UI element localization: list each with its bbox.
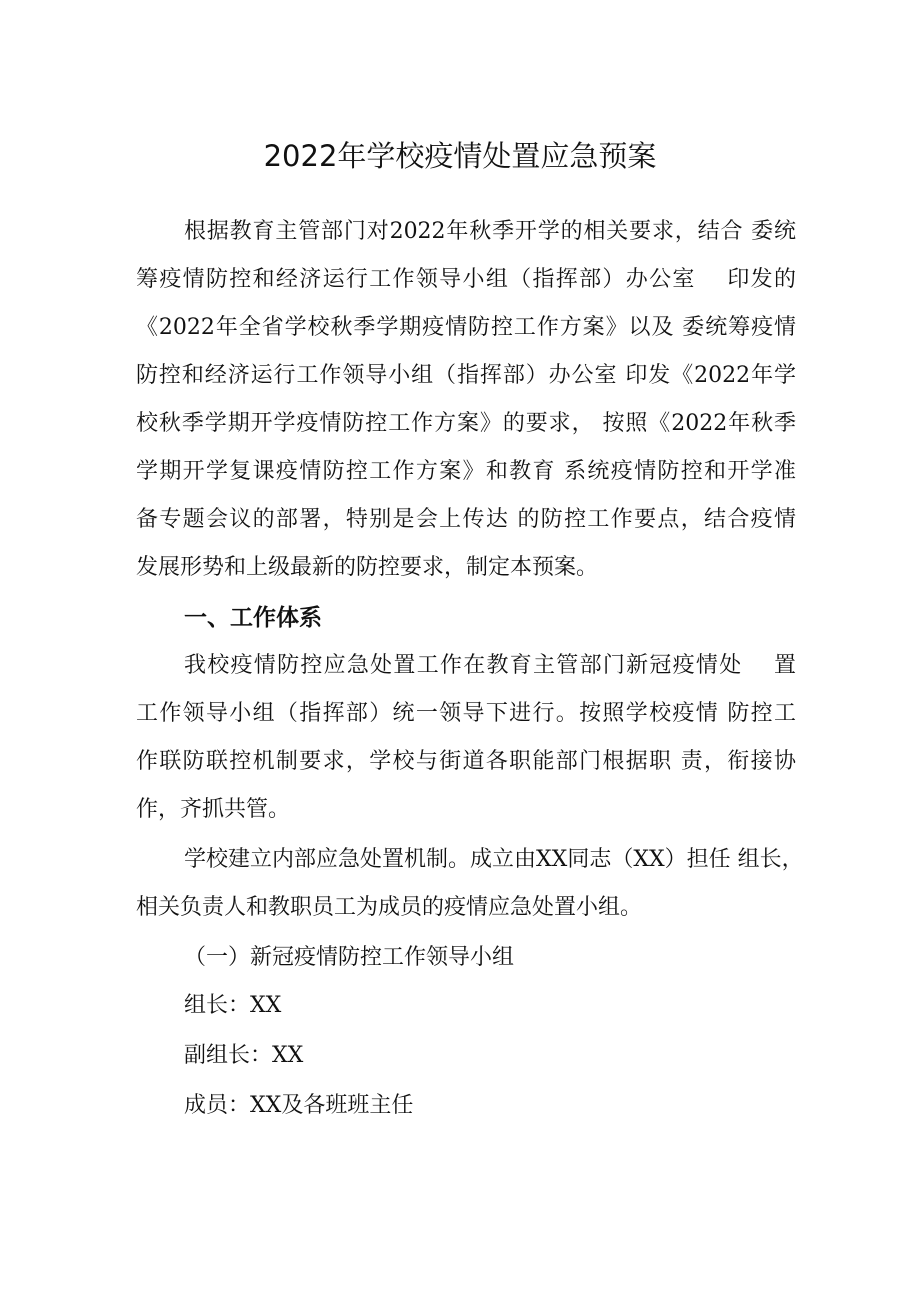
intro-line-2: 筹疫情防控和经济运行工作领导小组（指挥部）办公室 印发的: [136, 267, 796, 292]
document-title: 2022年学校疫情处置应急预案: [263, 139, 657, 173]
group-leader: 组长：XX: [184, 993, 282, 1018]
intro-line-3: 《2022年全省学校秋季学期疫情防控工作方案》以及 委统筹疫情: [136, 315, 796, 340]
section1-p2-line-1: 学校建立内部应急处置机制。成立由XX同志（XX）担任 组长，: [184, 847, 804, 872]
intro-line-4: 防控和经济运行工作领导小组（指挥部）办公室 印发《2022年学: [136, 363, 796, 388]
section1-p1-line-3: 作联防联控机制要求，学校与街道各职能部门根据职 责，衔接协: [136, 749, 796, 774]
section-heading-work-system: 一、工作体系: [184, 605, 322, 631]
intro-line-6: 学期开学复课疫情防控工作方案》和教育 系统疫情防控和开学准: [136, 459, 796, 484]
group-deputy-leader: 副组长：XX: [184, 1043, 304, 1068]
intro-line-8: 发展形势和上级最新的防控要求，制定本预案。: [136, 555, 599, 580]
intro-line-1: 根据教育主管部门对2022年秋季开学的相关要求，结合 委统: [184, 219, 796, 244]
intro-line-5: 校秋季学期开学疫情防控工作方案》的要求， 按照《2022年秋季: [136, 411, 796, 436]
intro-line-7: 备专题会议的部署，特别是会上传达 的防控工作要点，结合疫情: [136, 507, 796, 532]
section1-p1-line-1: 我校疫情防控应急处置工作在教育主管部门新冠疫情处 置: [184, 653, 796, 678]
section1-p1-line-4: 作，齐抓共管。: [136, 797, 291, 822]
section1-p1-line-2: 工作领导小组（指挥部）统一领导下进行。按照学校疫情 防控工: [136, 701, 796, 726]
group-members: 成员：XX及各班班主任: [184, 1093, 414, 1118]
section1-p2-line-2: 相关负责人和教职员工为成员的疫情应急处置小组。: [136, 895, 643, 920]
subsection-heading-leading-group: （一）新冠疫情防控工作领导小组: [184, 945, 515, 970]
